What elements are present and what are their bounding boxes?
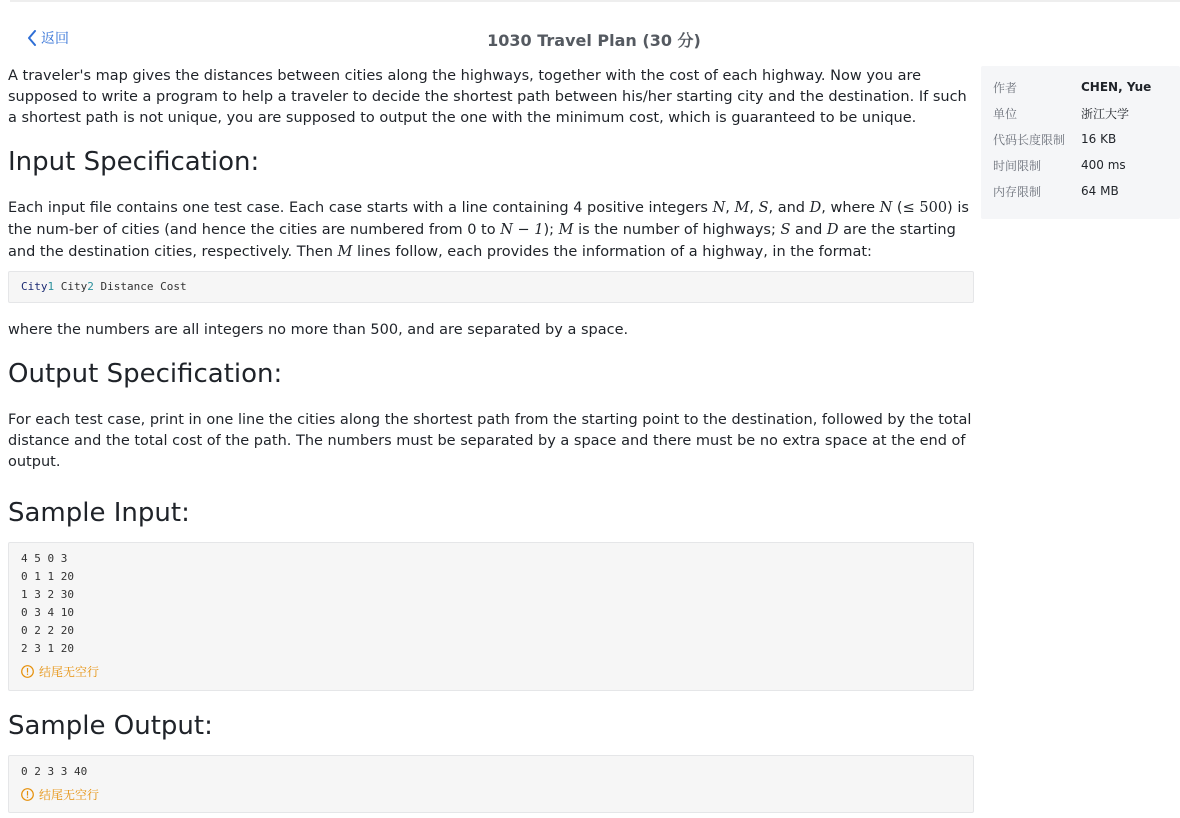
info-label: 作者 [993,80,1018,95]
sample-input-heading: Sample Input: [8,498,190,528]
time-limit-value: 400 ms [1081,158,1126,172]
format-code-block [8,271,974,303]
no-trailing-space-note [21,662,961,680]
input-spec-heading: Input Specification: [8,147,260,177]
info-row-code-limit [993,129,1116,149]
info-row-memory-limit [993,181,1119,201]
top-bar [0,20,1180,58]
org-value: 浙江大学 [1081,106,1130,121]
memory-limit-value: 64 MB [1081,184,1119,198]
code-line: 1 3 2 30 [21,588,74,601]
top-divider [10,0,1180,2]
problem-content [8,66,974,813]
code-line: 4 5 0 3 [21,552,68,565]
page-title: 1030 Travel Plan (30 分) [487,31,701,50]
output-spec-heading: Output Specification: [8,359,283,389]
info-row-time-limit [993,155,1126,175]
code-line: 0 1 1 20 [21,570,74,583]
info-label: 时间限制 [993,158,1042,173]
no-trailing-space-note [21,785,961,803]
code-line: 2 3 1 20 [21,642,74,655]
back-label: 返回 [41,31,69,47]
code-limit-value: 16 KB [1081,132,1117,146]
sample-output-heading: Sample Output: [8,711,213,741]
input-spec-text: Each input file contains one test case. Each case starts with a line containing 4 positive integers N, M, S, and D, where N (≤ 500) is the num-ber of cities (and hence the cities are numbered from 0 to N − 1); M is the number of highways; S and D are the starting and the destination cities, respectively. Then M lines follow, each provides the information of a highway, in the format: [8,200,969,260]
warning-icon [21,788,34,801]
problem-intro: A traveler's map gives the distances between cities along the highways, together with the cost of each highway. Now you are supposed to write a program to help a traveler to decide the shortest path between his/her starting city and the destination. If such a shortest path is not unique, you are supposed to output the one with the minimum cost, which is guaranteed to be unique. [8,68,967,126]
sample-output-block[interactable] [8,755,974,813]
info-row-org [993,103,1129,123]
info-label: 内存限制 [993,184,1042,199]
code-line: 0 2 2 20 [21,624,74,637]
note-text: 结尾无空行 [39,787,100,802]
sample-input-block[interactable] [8,542,974,691]
code-line: City1 City2 Distance Cost [21,280,187,293]
code-line: 0 3 4 10 [21,606,74,619]
output-spec-text: For each test case, print in one line the cities along the shortest path from the starting point to the destination, followed by the total distance and the total cost of the path. The numbers must be separated by a space and there must be no extra space at the end of output. [8,412,972,470]
author-value: CHEN, Yue [1081,80,1152,94]
info-label: 单位 [993,106,1018,121]
info-row-author [993,77,1151,97]
code-line: 0 2 3 3 40 [21,765,88,778]
format-note: where the numbers are all integers no more than 500, and are separated by a space. [8,322,629,338]
note-text: 结尾无空行 [39,664,100,679]
info-label: 代码长度限制 [993,132,1066,147]
warning-icon [21,665,34,678]
problem-info-card [981,66,1180,219]
